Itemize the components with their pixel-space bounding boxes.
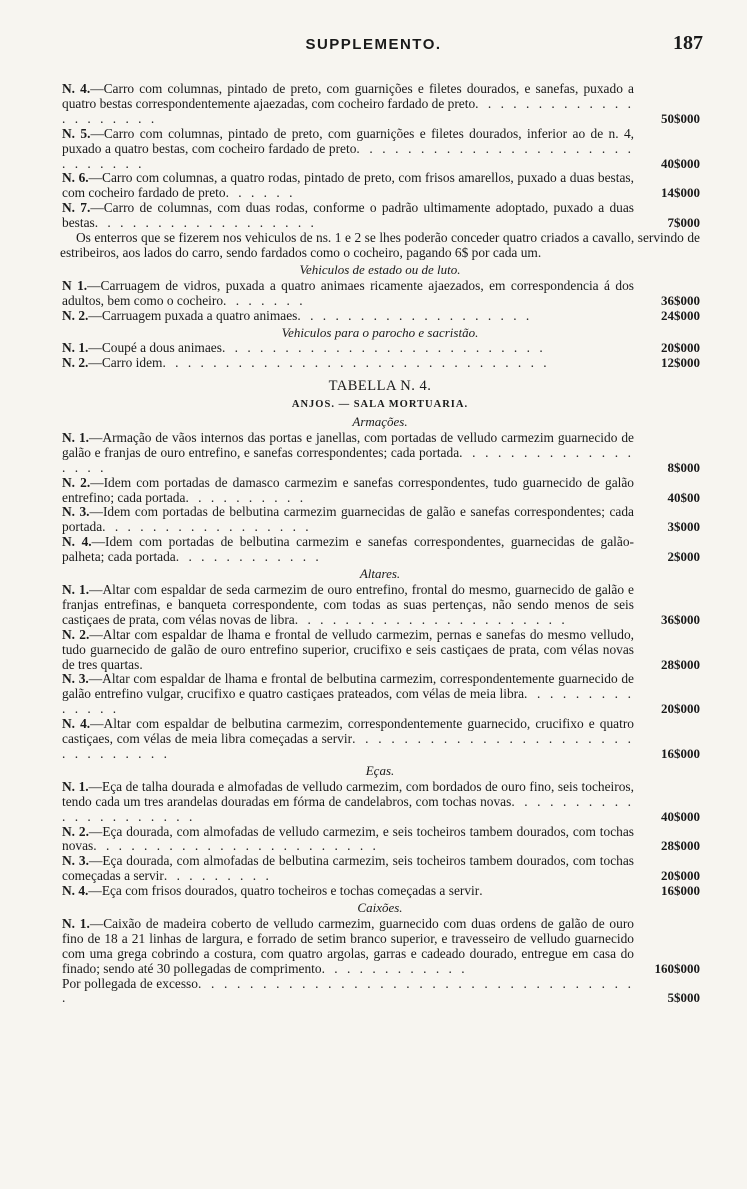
leader-dots: . . . . . . . . . . [185,489,307,505]
entry-price: 16$000 [661,883,700,899]
list-item [60,476,700,506]
list-item [60,672,700,717]
entry-number: N. 4. [62,883,89,899]
list-item [60,279,700,309]
section-heading: Vehiculos para o parocho e sacristão. [281,324,479,340]
leader-dots: . . . . . . . . . . . . . . . . . . . . . . . . . . . . . . . [162,355,550,371]
leader-dots: . . . . . . . . . . . . . . . . . . [62,444,634,475]
entry-price: 12$000 [661,355,700,371]
leader-dots: . . . . . . . . . . . . . . . . . . . . . . . . . . [221,340,546,356]
entry-number: N. 3. [62,671,89,687]
list-item [60,82,700,127]
list-item [60,717,700,762]
section-heading: Eças. [365,762,395,778]
entry-price: 20$000 [661,868,700,884]
entry-price: 3$000 [667,519,700,535]
entry-text: —Eça dourada, com almofadas de belbutina carmezim, seis tocheiros tambem dourados, com tochas começadas a servir [62,853,634,884]
list-item [60,583,700,628]
entry-text: —Carro com columnas, a quatro rodas, pintado de preto, com frisos amarellos, puxado a duas bestas, com cocheiro fardado de preto [62,170,634,201]
entry-text: —Idem com portadas de damasco carmezim e sanefas correspondentes, tudo guarnecido de galão entrefino; cada portada [62,474,634,505]
leader-dots: . . . . . . . . . . . . [175,549,322,565]
running-title: SUPPLEMENTO. [305,36,442,53]
leader-dots: . [479,883,486,899]
page-number: 187 [673,32,703,54]
entry-text: —Armação de vãos internos das portas e janellas, com portadas de velludo carmezim guarnecido de galão e franjas de ouro entrefino, e sanefas correspondentes; cada portada [62,429,634,460]
list-item [60,780,700,825]
entry-price: 40$000 [661,155,700,171]
entry-price: 5$000 [667,990,700,1006]
entry-price: 8$000 [667,459,700,475]
entry-price: 36$000 [661,611,700,627]
table-title: TABELLA N. 4. [328,378,432,395]
entry-price: 160$000 [654,960,700,976]
entry-text: —Idem com portadas de belbutina carmezim guarnecidas de galão e sanefas correspondentes; cada portada [62,504,634,535]
entry-text: Por pollegada de excesso [62,975,198,991]
entry-text: —Caixão de madeira coberto de velludo carmezim, guarnecido com duas ordens de galão de ouro fino de 18 a 21 linhas de largura, e forrado de setim branco superior, e travesseiro de velludo guarnecido com uma grega cobrindo a costura, com quatro argolas, garras e cadeado dourado, entregue em casa do finado; sendo até 30 pollegadas de comprimento [62,915,634,976]
note-paragraph: Os enterros que se fizerem nos vehiculos de ns. 1 e 2 se lhes poderão conceder quatro criados a cavallo, servindo de estribeiros, aos lados do carro, sendo fardados como o cocheiro, pagando 6$ por cada um. [60,230,700,260]
entry-text: —Carro com columnas, pintado de preto, com guarnições e filetes dourados, inferior ao de n. 4, puxado a quatro bestas, com cocheiro fardado de preto [62,125,634,156]
entry-number: N. 2. [62,474,91,490]
entry-text: —Carro com columnas, pintado de preto, com guarnições e filetes dourados, e sanefas, puxado a quatro bestas correspondentemente ajaezadas, com cocheiro fardado de preto [62,81,634,111]
leader-dots: . . . . . . . . . . . . . . . . . . . . . . . . . . . . . . . [62,731,634,761]
list-item [60,356,700,371]
entry-price: 50$000 [661,110,700,126]
entry-price: 20$000 [661,340,700,356]
leader-dots: . [139,656,146,672]
entry-number: N. 7. [62,200,91,216]
leader-dots: . . . . . . . . . . . . [321,960,468,976]
list-item [60,341,700,356]
table-subtitle: ANJOS. — SALA MORTUARIA. [291,399,469,411]
entry-number: N. 1. [62,582,90,597]
entry-text: —Coupé a dous animaes [88,340,222,356]
list-item [60,628,700,673]
entry-text: —Carro idem [88,355,163,371]
section-heading: Vehiculos de estado ou de luto. [299,261,461,277]
entry-number: N. 4. [62,534,92,550]
leader-dots: . . . . . . . . . . . . . . . . . . . [297,307,533,323]
leader-dots: . . . . . . . . . . . . . . . . . . . . . [62,95,634,126]
leader-dots: . . . . . . [225,185,296,201]
leader-dots: . . . . . . . . . . . . . . . . . [102,519,312,535]
leader-dots: . . . . . . . . . . . . . . . . . . . . . [62,793,634,824]
leader-dots: . . . . . . . . . . . . . . . . . . . . . . . . . . . . . . . . . . . [62,975,635,1006]
entry-number: N. 1. [62,340,89,356]
list-item [60,977,700,1007]
list-item [60,201,700,231]
entry-number: N. 3. [62,853,89,869]
leader-dots: . . . . . . . [223,292,306,308]
list-item [60,171,700,201]
entry-price: 20$000 [661,701,700,717]
entry-text: —Altar com espaldar de belbutina carmezim, correspondentemente guarnecido, crucifixo e quatro castiçaes, com vélas de meia libra começadas a servir [62,716,634,747]
list-item [60,535,700,565]
entry-text: —Eça com frisos dourados, quatro tocheiros e tochas começadas a servir [88,883,480,899]
leader-dots: . . . . . . . . . . . . . . [62,686,634,717]
list-item [60,825,700,855]
entry-text: —Carruagem de vidros, puxada a quatro animaes ricamente ajaezados, em correspondencia á dos adultos, bem como o cocheiro [62,277,634,308]
entry-number: N. 6. [62,170,89,186]
entry-number: N. 2. [62,626,90,642]
entry-text: —Altar com espaldar de seda carmezim de ouro entrefino, frontal do mesmo, guarnecido de galão e franjas entrefinas, e banqueta correspondente, com todas as suas pertenças, não sendo menos de seis castiçaes de prata, com vélas novas de libra [62,582,634,627]
list-item [60,917,700,977]
entry-text: —Carruagem puxada a quatro animaes [88,307,298,323]
entry-number: N. 4. [62,716,91,732]
entry-number: N. 1. [62,915,90,931]
entry-price: 28$000 [661,656,700,672]
list-item [60,505,700,535]
leader-dots: . . . . . . . . . . . . . . . . . . . . . . . [93,838,379,854]
entry-number: N. 4. [62,81,91,96]
list-item [60,884,700,899]
entry-price: 2$000 [667,549,700,565]
leader-dots: . . . . . . . . . [163,868,272,884]
entry-price: 14$000 [661,185,700,201]
leader-dots: . . . . . . . . . . . . . . . . . . . . . . [294,611,568,627]
entry-price: 28$000 [661,838,700,854]
entry-text: —Altar com espaldar de lhama e frontal de belbutina carmezim, correspondentemente guarnecido de galão entrefino vulgar, crucifixo e quatro castiçaes prateados, com vélas de meia libra [62,671,634,702]
list-item [60,309,700,324]
leader-dots: . . . . . . . . . . . . . . . . . . [94,215,317,231]
section-heading: Armações. [352,414,408,430]
entry-number: N. 5. [62,125,91,141]
section-heading: Caixões. [357,900,403,916]
entry-number: N. 2. [62,355,89,371]
list-item [60,854,700,884]
list-item [60,431,700,476]
page-header [0,32,747,58]
list-item [60,127,700,172]
entry-price: 40$000 [661,808,700,824]
entry-text: —Idem com portadas de belbutina carmezim e sanefas correspondentes, guarnecidas de galão-palheta; cada portada [62,534,634,565]
entry-text: —Altar com espaldar de lhama e frontal de velludo carmezim, pernas e sanefas do mesmo velludo, tudo guarnecido de galão de ouro entrefino superior, crucifixo e seis castiçaes de prata, com vélas novas de tres quartas [62,626,634,672]
entry-text: —Eça dourada, com almofadas de velludo carmezim, e seis tocheiros tambem dourados, com tochas novas [62,823,634,854]
page-content [60,82,700,1006]
entry-number: N. 3. [62,504,90,520]
entry-text: —Eça de talha dourada e almofadas de velludo carmezim, com bordados de ouro fino, seis tocheiros, tendo cada um tres arandelas douradas em fórma de candelabros, com tochas novas [62,778,634,809]
entry-price: 24$000 [661,307,700,323]
entry-number: N. 1. [62,778,89,794]
section-heading: Altares. [359,566,401,582]
entry-number: N. 1. [62,429,90,445]
entry-price: 7$000 [667,215,700,231]
entry-price: 16$000 [661,745,700,761]
leader-dots: . . . . . . . . . . . . . . . . . . . . . . . . . . . . . [62,140,635,171]
entry-price: 40$00 [667,489,700,505]
entry-price: 36$000 [661,292,700,308]
entry-number: N 1. [62,277,88,293]
entry-text: —Carro de columnas, com duas rodas, conforme o padrão ultimamente adoptado, puxado a duas bestas [62,200,634,231]
entry-number: N. 2. [62,823,89,839]
entry-number: N. 2. [62,307,89,323]
